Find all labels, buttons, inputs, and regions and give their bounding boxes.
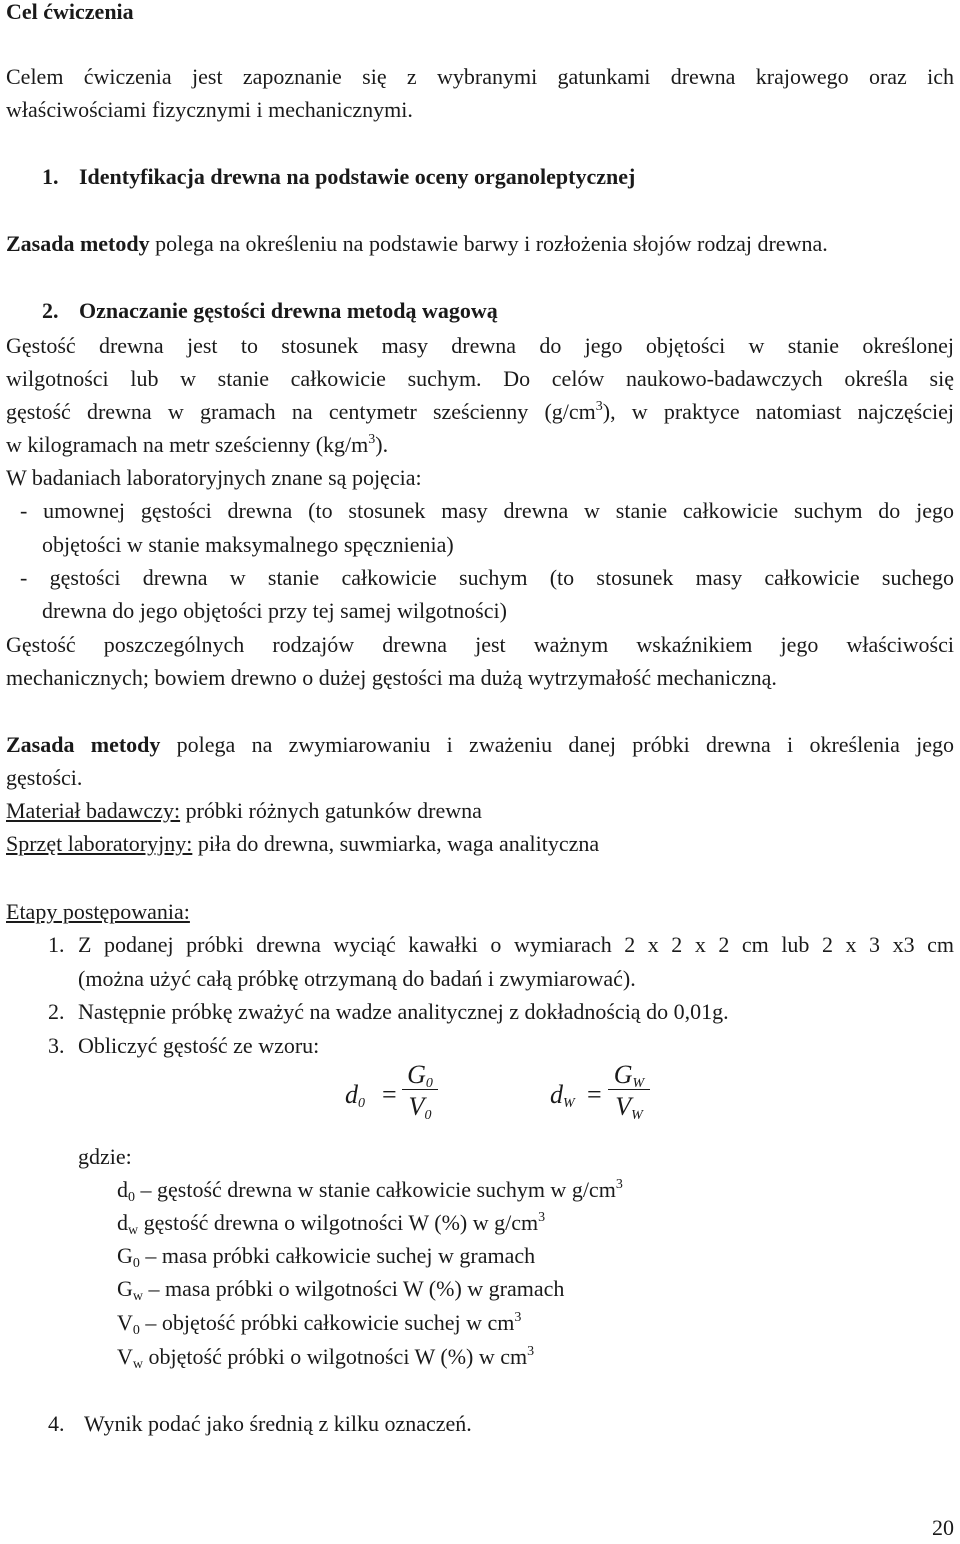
density-paragraph-line-1: Gęstość drewna jest to stosunek masy drewna do jego objętości w stanie określonej <box>6 333 954 358</box>
material-label: Materiał badawczy: <box>6 798 181 823</box>
section-1-principle-text: polega na określeniu na podstawie barwy i rozłożenia słojów rodzaj drewna. <box>149 231 828 256</box>
bullet-1-line-2: objętości w stanie maksymalnego spęcznienia) <box>42 532 454 557</box>
importance-line-1: Gęstość poszczególnych rodzajów drewna jest ważnym wskaźnikiem jego właściwości <box>6 632 954 657</box>
definition-dw: $d_w$ gęstość drewna o wilgotności W (%) w $g/cm^3$ <box>117 1210 546 1238</box>
density-paragraph-line-2: wilgotności lub w stanie całkowicie suchym. Do celów naukowo-badawczych określa się <box>6 366 954 391</box>
bullet-1-line-1: - umownej gęstości drewna (to stosunek masy drewna w stanie całkowicie suchym do jego <box>20 498 954 523</box>
material-line: Materiał badawczy: próbki różnych gatunków drewna <box>6 798 482 823</box>
definition-vw: $V_w$ objętość próbki o wilgotności W (%) w $cm^3$ <box>117 1344 535 1372</box>
document-page: Cel ćwiczenia Celem ćwiczenia jest zapoznanie się z wybranymi gatunkami drewna krajowego oraz ich właściwościami fizycznymi i mechanicznymi. 1. Identyfikacja drewna na podstawie oceny organoleptycznej Zasada metody polega na określeniu na podstawie barwy i rozłożenia słojów rodzaj drewna. 2. Oznaczanie gęstości drewna metodą wagową Gęstość drewna jest to stosunek masy drewna do jego objętości w stanie określonej wilgotności lub w stanie całkowicie suchym. Do celów naukowo-badawczych określa się gęstość drewna w gramach na centymetr sześcienny $(g/cm^3)$, w praktyce natomiast najczęściej w kilogramach na metr sześcienny $(kg/m^3)$. W badaniach laboratoryjnych znane są pojęcia: - umownej gęstości drewna (to stosunek masy drewna w stanie całkowicie suchym do jego objętości w stanie maksymalnego spęcznienia) - gęstości drewna w stanie całkowicie suchym (to stosunek masy całkowicie suchego drewna do jego objętości przy tej samej wilgotności) Gęstość poszczególnych rodzajów drewna jest ważnym wskaźnikiem jego właściwości mechanicznych; bowiem drewno o dużej gęstości ma dużą wytrzymałość mechaniczną. Zasada metody polega na zwymiarowaniu i zważeniu danej próbki drewna i określenia jego gęstości. Materiał badawczy: próbki różnych gatunków drewna Sprzęt laboratoryjny: piła do drewna, suwmiarka, waga analityczna Etapy postępowania: 1. Z podanej próbki drewna wyciąć kawałki o wymiarach 2 x 2 x 2 cm lub 2 x 3 x3 cm (można użyć całą próbkę otrzymaną do badań i zwymiarować). 2. Następnie próbkę zważyć na wadze analitycznej z dokładnością do 0,01g. 3. Obliczyć gęstość ze wzoru: $d_0$ = $G_0$ $V_0$ $d_W$ = $G_W$ $V_W$ gdzie: $d_0$ – gęstość drewna w stanie całkowicie suchym w $g/cm^3$ $d_w$ gęstość drewna o wilgotności W (%) w $g/cm^3$ $G_0$ – masa próbki całkowicie suchej w gramach $G_w$ – masa próbki o wilgotności W (%) w gramach $V_0$ – objętość próbki całkowicie suchej w $cm^3$ $V_w$ objętość próbki o wilgotności W (%) w $cm^3$ 4. Wynik podać jako średnią z kilku oznaczeń. 20 <box>0 0 960 1537</box>
bullet-2-line-1: - gęstości drewna w stanie całkowicie suchym (to stosunek masy całkowicie suchego <box>20 565 954 590</box>
density-paragraph-line-3: gęstość drewna w gramach na centymetr sześcienny $(g/cm^3)$, w praktyce natomiast najczęściej <box>6 399 954 424</box>
section-1-number: 1. <box>42 164 59 189</box>
goal-line-1: Celem ćwiczenia jest zapoznanie się z wybranymi gatunkami drewna krajowego oraz ich <box>6 64 954 89</box>
definition-g0: $G_0$ – masa próbki całkowicie suchej w gramach <box>117 1243 536 1271</box>
section-1-title: Identyfikacja drewna na podstawie oceny organoleptycznej <box>79 164 636 189</box>
definition-d0: $d_0$ – gęstość drewna w stanie całkowicie suchym w $g/cm^3$ <box>117 1177 623 1205</box>
section-2-title: Oznaczanie gęstości drewna metodą wagową <box>79 298 498 323</box>
equipment-label: Sprzęt laboratoryjny: <box>6 831 193 856</box>
section-1-principle-label: Zasada metody <box>6 231 150 256</box>
goal-heading: Cel ćwiczenia <box>6 0 134 24</box>
steps-heading: Etapy postępowania: <box>6 899 190 924</box>
definition-v0: $V_0$ – objętość próbki całkowicie suchej w $cm^3$ <box>117 1310 522 1338</box>
definition-gw: $G_w$ – masa próbki o wilgotności W (%) w gramach <box>117 1276 565 1304</box>
section-1-principle <box>6 227 954 260</box>
bullet-2-line-2: drewna do jego objętości przy tej samej wilgotności) <box>42 598 507 623</box>
page-number: 20 <box>932 1515 954 1540</box>
importance-line-2: mechanicznych; bowiem drewno o dużej gęstości ma dużą wytrzymałość mechaniczną. <box>6 665 777 690</box>
density-paragraph-line-4: w kilogramach na metr sześcienny $(kg/m^3)$. <box>6 432 389 457</box>
section-2-number: 2. <box>42 298 59 323</box>
section-2-principle-line-1: Zasada metody polega na zwymiarowaniu i zważeniu danej próbki drewna i określenia jego <box>6 732 954 757</box>
equipment-line: Sprzęt laboratoryjny: piła do drewna, suwmiarka, waga analityczna <box>6 831 600 856</box>
step-1-line-2: (można użyć całą próbkę otrzymaną do badań i zwymiarować). <box>78 966 636 991</box>
concepts-intro: W badaniach laboratoryjnych znane są pojęcia: <box>6 465 422 490</box>
section-2-principle-line-2: gęstości. <box>6 765 83 790</box>
goal-line-2: właściwościami fizycznymi i mechanicznymi. <box>6 97 413 122</box>
where-label: gdzie: <box>78 1144 132 1169</box>
